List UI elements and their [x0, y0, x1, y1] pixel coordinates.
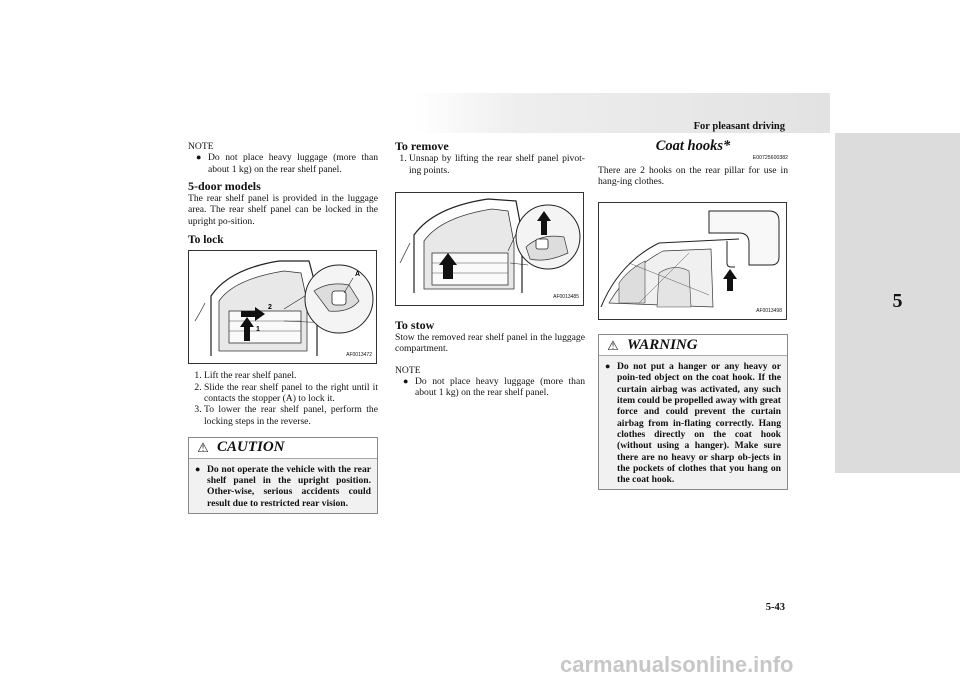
bullet-icon: ●	[605, 361, 611, 372]
remove-steps	[395, 153, 585, 176]
figure-code: AF0013472	[346, 352, 372, 359]
caution-title: CAUTION	[217, 439, 285, 456]
warning-header	[599, 335, 787, 356]
figure-code: AF0013498	[756, 307, 782, 314]
warning-text: Do not put a hanger or any heavy or poin-ted object on the coat hook. If the curtain airbag was activated, any such item could be propelled away with great force and could prevent the curtain airbag from in-flating correctly. Hang clothes directly on the coat hook (without using a hanger). Make sure there are no heavy or sharp ob-jects in the pockets of clothes that you hang on the coat hook.	[617, 361, 781, 486]
steps-list	[188, 370, 378, 426]
coat-hooks-text: There are 2 hooks on the rear pillar for use in hang-ing clothes.	[598, 164, 788, 187]
bullet-icon: ●	[403, 376, 409, 387]
step-2: 2. Slide the rear shelf panel to the right until it contacts the stopper (A) to lock it.	[204, 382, 378, 405]
figure-lock-illustration	[189, 251, 376, 363]
warning-triangle-icon: ⚠	[197, 440, 209, 456]
column-2	[395, 141, 585, 399]
remove-step-1: 1. Unsnap by lifting the rear shelf panel pivot-ing points.	[409, 153, 585, 176]
section-title: For pleasant driving	[693, 121, 785, 132]
watermark: carmanualsonline.info	[560, 652, 794, 677]
heading-to-stow: To stow	[395, 317, 435, 332]
figure-code: AF0013485	[553, 293, 579, 300]
column-1	[188, 141, 378, 514]
caution-text: Do not operate the vehicle with the rear shelf panel in the upright position. Other-wise, serious accidents could result due to restricted rear vision.	[207, 463, 371, 509]
warning-triangle-icon: ⚠	[607, 337, 619, 353]
caution-header	[189, 438, 377, 459]
step-1: 1. Lift the rear shelf panel.	[204, 370, 378, 381]
step-3: 3. To lower the rear shelf panel, perform the locking steps in the reverse.	[204, 404, 378, 427]
bullet-icon: ●	[196, 152, 202, 163]
section-code: E00725600382	[752, 155, 788, 162]
chapter-tab-number: 5	[892, 290, 903, 312]
intro-text: The rear shelf panel is provided in the luggage area. The rear shelf panel can be locked in the upright po-sition.	[188, 193, 378, 227]
note-text: Do not place heavy luggage (more than about 1 kg) on the rear shelf panel.	[415, 376, 585, 399]
figure-coat-hook	[598, 202, 787, 320]
note-text: Do not place heavy luggage (more than about 1 kg) on the rear shelf panel.	[208, 152, 378, 175]
bullet-icon: ●	[195, 463, 201, 474]
warning-title: WARNING	[627, 336, 698, 353]
note-label: NOTE	[395, 364, 421, 376]
caution-item	[189, 459, 377, 513]
warning-box	[598, 334, 788, 490]
caution-box	[188, 437, 378, 514]
figure-remove-illustration	[396, 193, 583, 305]
callout-1: 1	[256, 326, 260, 334]
stow-text: Stow the removed rear shelf panel in the luggage compartment.	[395, 332, 585, 355]
figure-coat-hook-illustration	[599, 203, 786, 319]
warning-item	[599, 356, 787, 489]
column-3	[598, 138, 788, 490]
note-label: NOTE	[188, 141, 214, 152]
subheading-to-lock: To lock	[188, 234, 224, 247]
heading-to-remove: To remove	[395, 139, 449, 153]
note-item	[196, 152, 378, 175]
page-number: 5-43	[765, 602, 785, 613]
note-item	[403, 376, 585, 399]
figure-lock	[188, 250, 377, 364]
coat-hooks-title: Coat hooks*	[655, 138, 731, 154]
heading-5-door-models: 5-door models	[188, 178, 261, 193]
figure-remove	[395, 192, 584, 306]
callout-2: 2	[268, 304, 272, 312]
callout-a: A	[355, 271, 361, 279]
